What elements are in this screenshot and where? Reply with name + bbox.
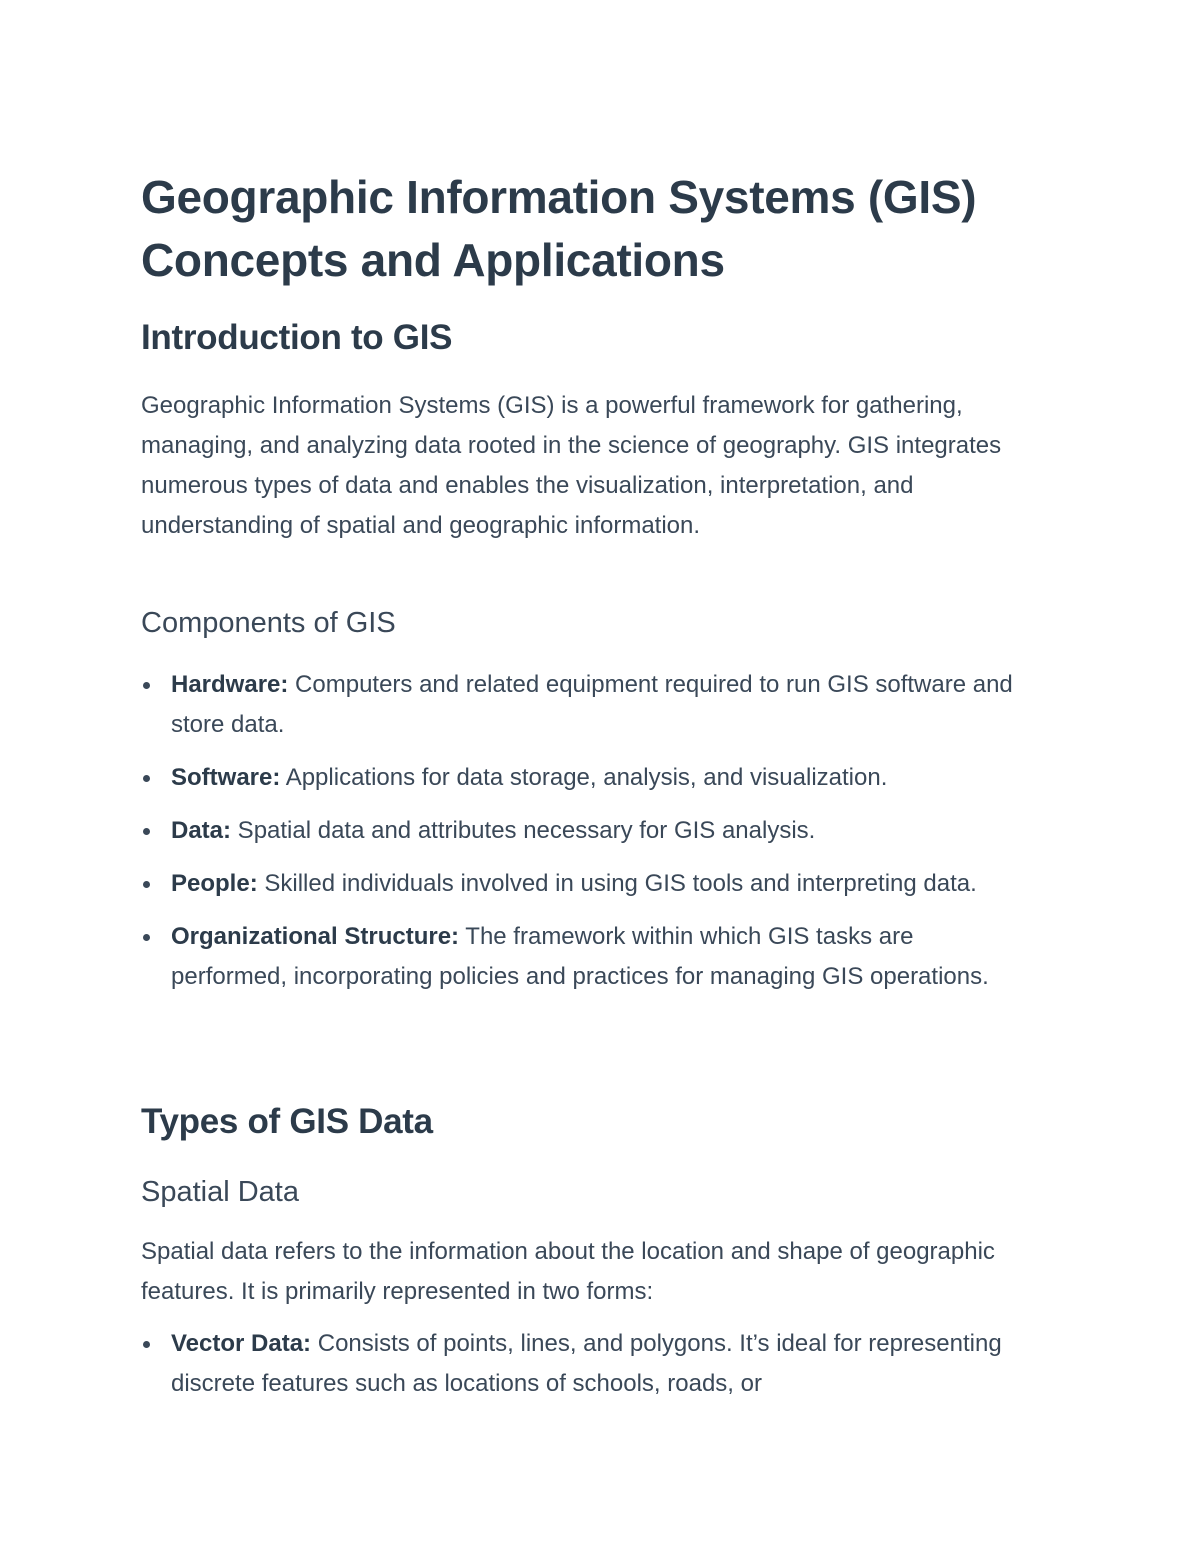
bullet-icon [143, 1341, 150, 1348]
intro-heading: Introduction to GIS [141, 318, 453, 357]
bullet-icon [143, 881, 150, 888]
list-item-vector-data [141, 1324, 1036, 1404]
bullet-icon [143, 775, 150, 782]
components-heading: Components of GIS [141, 607, 396, 639]
list-item-data [141, 811, 1036, 851]
bullet-icon [143, 828, 150, 835]
spatial-data-heading: Spatial Data [141, 1176, 299, 1208]
spatial-data-list [141, 1324, 1036, 1417]
list-item-term: Software: [171, 764, 281, 791]
list-item-text: Skilled individuals involved in using GIS tools and interpreting data. [257, 870, 977, 897]
list-item-people [141, 864, 1036, 904]
list-item-term: Data: [171, 817, 232, 844]
spatial-data-paragraph: Spatial data refers to the information about the location and shape of geographic features. It is primarily represented in two forms: [141, 1238, 995, 1305]
title-line-2: Concepts and Applications [141, 234, 725, 286]
document-title [141, 166, 1041, 292]
list-item-term: Organizational Structure: [171, 923, 460, 950]
list-item-software [141, 758, 1036, 798]
components-list [141, 665, 1036, 1010]
list-item-organizational-structure [141, 917, 1036, 997]
list-item-text: Applications for data storage, analysis, and visualization. [280, 764, 888, 791]
types-heading: Types of GIS Data [141, 1102, 433, 1141]
list-item-term: Vector Data: [171, 1330, 312, 1357]
bullet-icon [143, 682, 150, 689]
list-item-text: Spatial data and attributes necessary for GIS analysis. [231, 817, 816, 844]
list-item-text: The framework within which GIS tasks are performed, incorporating policies and practices for managing GIS operations. [171, 923, 989, 990]
list-item-text: Computers and related equipment required to run GIS software and store data. [171, 671, 1013, 738]
list-item-hardware [141, 665, 1036, 745]
title-line-1: Geographic Information Systems (GIS) [141, 171, 977, 223]
bullet-icon [143, 934, 150, 941]
intro-paragraph: Geographic Information Systems (GIS) is a powerful framework for gathering, managing, and analyzing data rooted in the science of geography. GIS integrates numerous types of data and enables the visualization, interpretation, and understanding of spatial and geographic information. [141, 392, 1002, 539]
list-item-text: Consists of points, lines, and polygons. It’s ideal for representing discrete features such as locations of schools, roads, or [171, 1330, 1002, 1397]
list-item-term: Hardware: [171, 671, 289, 698]
list-item-term: People: [171, 870, 258, 897]
